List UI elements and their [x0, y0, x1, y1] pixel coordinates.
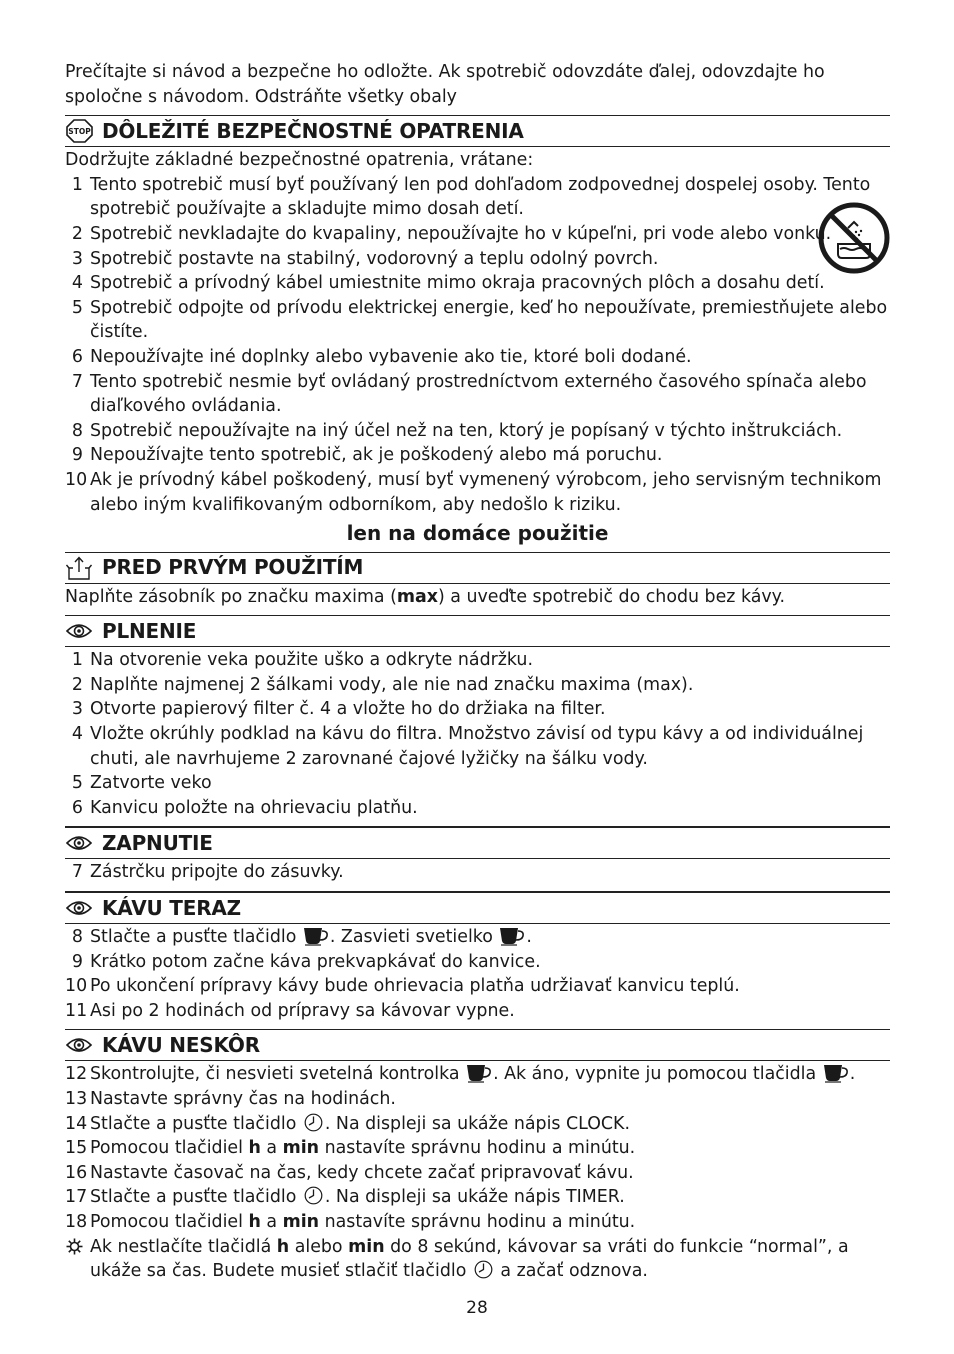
- household-notice: len na domáce použitie: [346, 521, 609, 546]
- item-text-part: .: [849, 1064, 856, 1085]
- item-text-part: do 8 sekúnd, kávovar sa vráti do funkcie “normal”, a ukáže sa čas. Budete musieť stlačiť tlačidlo: [90, 1236, 849, 1282]
- item-text: [90, 925, 890, 950]
- section-title-switch-on: ZAPNUTIE: [102, 831, 213, 856]
- max-mark-label: max: [396, 586, 438, 607]
- list-item: [65, 1185, 890, 1210]
- section-header-safety: [65, 115, 890, 147]
- hour-button-label: h: [248, 1211, 261, 1232]
- item-number: 8: [71, 420, 83, 441]
- item-number: 10: [65, 469, 88, 490]
- list-item: [65, 271, 890, 296]
- item-text-part: nastavíte správnu hodinu a minútu.: [319, 1211, 636, 1232]
- before-first-use-text: [65, 585, 890, 610]
- coffee-now-list: [65, 925, 890, 950]
- list-item: [65, 222, 890, 247]
- item-number: 16: [65, 1162, 88, 1183]
- section-title-before-first-use: PRED PRVÝM POUŽITÍM: [102, 555, 364, 580]
- eye-icon: [65, 619, 93, 643]
- item-number: 5: [71, 773, 83, 794]
- item-text-part: Stlačte a pusťte tlačidlo: [90, 1187, 302, 1208]
- before-first-text-b: ) a uveďte spotrebič do chodu bez kávy.: [437, 586, 785, 607]
- section-title-safety: DÔLEŽITÉ BEZPEČNOSTNÉ OPATRENIA: [102, 118, 524, 143]
- item-number: 5: [71, 297, 83, 318]
- no-bathroom-use-icon: [818, 202, 890, 278]
- item-number: 4: [71, 273, 83, 294]
- list-item: [65, 974, 890, 999]
- switch-on-list: [65, 860, 890, 885]
- list-item: [65, 1136, 890, 1161]
- list-item: [65, 1087, 890, 1112]
- page-number: 28: [466, 1298, 488, 1318]
- safety-list: [65, 173, 890, 517]
- item-text: Nastavte správny čas na hodinách.: [90, 1089, 396, 1109]
- item-number: 15: [65, 1138, 88, 1159]
- item-number: 2: [71, 674, 83, 695]
- item-number: 3: [71, 248, 83, 269]
- minute-button-label: min: [282, 1211, 320, 1232]
- item-text: [90, 1062, 890, 1087]
- clock-button-icon: [302, 1114, 325, 1134]
- list-item: [65, 1161, 890, 1186]
- item-text-part: Stlačte a pusťte tlačidlo: [90, 1113, 302, 1134]
- item-text: Zatvorte veko: [90, 773, 212, 794]
- section-title-coffee-now: KÁVU TERAZ: [102, 895, 241, 920]
- item-text: Spotrebič nepoužívajte na iný účel než na ten, ktorý je popísaný v týchto inštrukciách.: [90, 420, 843, 441]
- item-number: 9: [71, 951, 83, 972]
- list-item: [65, 173, 890, 222]
- item-number: 18: [65, 1211, 88, 1232]
- eye-icon: [65, 896, 93, 920]
- item-text: [90, 1210, 890, 1235]
- clock-button-icon: [472, 1261, 495, 1281]
- item-number: 3: [71, 699, 83, 720]
- note-item: [65, 1235, 890, 1284]
- item-text: Ak je prívodný kábel poškodený, musí byť vymenený výrobcom, jeho servisným technikom alebo iným kvalifikovaným odborníkom, aby nedošlo k riziku.: [90, 469, 882, 515]
- clock-button-icon: [302, 1187, 325, 1207]
- list-item: [65, 1062, 890, 1087]
- item-text-part: alebo: [289, 1236, 349, 1257]
- item-number: 13: [65, 1089, 88, 1109]
- item-text: [90, 1136, 890, 1161]
- section-title-coffee-later: KÁVU NESKÔR: [102, 1033, 260, 1058]
- item-text: [90, 1185, 890, 1210]
- coffee-cup-button-icon: [822, 1064, 850, 1084]
- item-text-part: . Na displeji sa ukáže nápis CLOCK.: [324, 1113, 630, 1134]
- list-item: [65, 345, 890, 370]
- item-number: 12: [65, 1064, 88, 1085]
- item-number: 1: [71, 650, 83, 671]
- item-text: Nepoužívajte iné doplnky alebo vybavenie ako tie, ktoré boli dodané.: [90, 346, 692, 367]
- item-text-part: Skontrolujte, či nesvieti svetelná kontrolka: [90, 1064, 466, 1085]
- item-text: Tento spotrebič musí byť používaný len pod dohľadom zodpovednej dospelej osoby. Tento spotrebič používajte a skladujte mimo dosah detí.: [90, 174, 871, 220]
- list-item: [65, 443, 890, 468]
- item-text: Asi po 2 hodinách od prípravy sa kávovar vypne.: [90, 1000, 515, 1021]
- list-item: [65, 950, 890, 975]
- item-text-part: Pomocou tlačidiel: [90, 1211, 249, 1232]
- list-item: [65, 860, 890, 885]
- list-item: [65, 673, 890, 698]
- list-item: [65, 999, 890, 1024]
- item-text-part: Pomocou tlačidiel: [90, 1138, 249, 1159]
- eye-icon: [65, 1033, 93, 1057]
- item-number: 17: [65, 1187, 88, 1208]
- list-item: [65, 296, 890, 345]
- item-text: Spotrebič postavte na stabilný, vodorovný a teplu odolný povrch.: [90, 248, 659, 269]
- item-number: 1: [71, 174, 83, 195]
- item-text-part: Stlačte a pusťte tlačidlo: [90, 927, 302, 948]
- item-text: Kanvicu položte na ohrievaciu platňu.: [90, 797, 418, 818]
- item-text: [90, 1112, 890, 1137]
- item-text: Spotrebič odpojte od prívodu elektrickej energie, keď ho nepoužívate, premiestňujete alebo čistíte.: [90, 297, 888, 343]
- safety-lead: Dodržujte základné bezpečnostné opatrenia, vrátane:: [65, 150, 534, 171]
- item-number: 10: [65, 976, 88, 997]
- coffee-later-list: [65, 1062, 890, 1283]
- list-item: [65, 1112, 890, 1137]
- intro-text: Prečítajte si návod a bezpečne ho odložte. Ak spotrebič odovzdáte ďalej, odovzdajte ho spoločne s návodom. Odstráňte všetky obaly: [65, 62, 825, 107]
- minute-button-label: min: [348, 1236, 385, 1257]
- item-number: 6: [71, 797, 83, 818]
- coffee-now-list-continued: [65, 950, 890, 1024]
- item-text: Na otvorenie veka použite uško a odkryte nádržku.: [90, 650, 533, 671]
- list-item: [65, 722, 890, 771]
- item-number: 2: [71, 223, 83, 244]
- item-number: 8: [71, 927, 83, 948]
- item-text: Spotrebič a prívodný kábel umiestnite mimo okraja pracovných plôch a dosahu detí.: [90, 273, 825, 294]
- item-number: 9: [71, 445, 83, 466]
- item-text: Po ukončení prípravy kávy bude ohrievacia platňa udržiavať kanvicu teplú.: [90, 976, 740, 997]
- sun-star-icon: [65, 1235, 83, 1284]
- minute-button-label: min: [282, 1138, 320, 1159]
- item-text-part: a: [260, 1138, 283, 1159]
- item-number: 14: [65, 1113, 88, 1134]
- section-header-coffee-now: [65, 891, 890, 924]
- item-text: Krátko potom začne káva prekvapkávať do kanvice.: [90, 951, 541, 972]
- item-text: Zástrčku pripojte do zásuvky.: [90, 862, 344, 883]
- list-item: [65, 796, 890, 821]
- item-text: Nastavte časovač na čas, kedy chcete začať pripravovať kávu.: [90, 1162, 634, 1183]
- list-item: [65, 468, 890, 517]
- item-text-part: . Na displeji sa ukáže nápis TIMER.: [324, 1187, 625, 1208]
- coffee-cup-light-icon: [498, 927, 526, 947]
- item-text: [90, 1235, 890, 1284]
- stop-icon: [65, 119, 93, 143]
- item-text: Nepoužívajte tento spotrebič, ak je poškodený alebo má poruchu.: [90, 445, 663, 466]
- filling-list: [65, 648, 890, 820]
- item-number: 7: [71, 862, 83, 883]
- list-item: [65, 247, 890, 272]
- item-number: 7: [71, 371, 83, 392]
- item-text-part: . Zasvieti svetielko: [329, 927, 499, 948]
- item-text-part: . Ak áno, vypnite ju pomocou tlačidla: [493, 1064, 822, 1085]
- item-text: Spotrebič nevkladajte do kvapaliny, nepoužívajte ho v kúpeľni, pri vode alebo vonku.: [90, 223, 832, 244]
- hour-button-label: h: [248, 1138, 261, 1159]
- item-text: Naplňte najmenej 2 šálkami vody, ale nie nad značku maxima (max).: [90, 674, 694, 695]
- list-item: [65, 697, 890, 722]
- manual-page: [65, 60, 890, 1284]
- section-header-filling: [65, 615, 890, 647]
- list-item: [65, 771, 890, 796]
- before-first-text-a: Naplňte zásobník po značku maxima (: [65, 586, 397, 607]
- section-header-coffee-later: [65, 1029, 890, 1061]
- section-header-switch-on: [65, 826, 890, 859]
- item-number: 6: [71, 346, 83, 367]
- eye-icon: [65, 831, 93, 855]
- list-item: [65, 1210, 890, 1235]
- coffee-cup-light-icon: [465, 1064, 493, 1084]
- item-text-part: nastavíte správnu hodinu a minútu.: [319, 1138, 636, 1159]
- list-item: [65, 370, 890, 419]
- item-text-part: .: [526, 927, 532, 948]
- section-header-before-first-use: [65, 552, 890, 584]
- item-text: Vložte okrúhly podklad na kávu do filtra. Množstvo závisí od typu kávy a od individuálnej chuti, ale navrhujeme 2 zarovnané čajové lyžičky na šálku vody.: [90, 724, 864, 769]
- item-text: Tento spotrebič nesmie byť ovládaný prostredníctvom externého časového spínača alebo diaľkového ovládania.: [90, 371, 867, 417]
- unpack-box-icon: [65, 556, 93, 580]
- item-text-part: a začať odznova.: [494, 1261, 648, 1282]
- item-number: 4: [71, 724, 83, 745]
- hour-button-label: h: [276, 1236, 290, 1257]
- item-number: 11: [65, 1000, 88, 1021]
- section-title-filling: PLNENIE: [102, 618, 197, 643]
- list-item: [65, 648, 890, 673]
- list-item: [65, 925, 890, 950]
- item-text-part: Ak nestlačíte tlačidlá: [90, 1236, 277, 1257]
- coffee-cup-button-icon: [302, 927, 330, 947]
- list-item: [65, 419, 890, 444]
- item-text: Otvorte papierový filter č. 4 a vložte ho do držiaka na filter.: [90, 699, 606, 720]
- item-text-part: a: [260, 1211, 283, 1232]
- stop-icon-text: STOP: [67, 127, 91, 137]
